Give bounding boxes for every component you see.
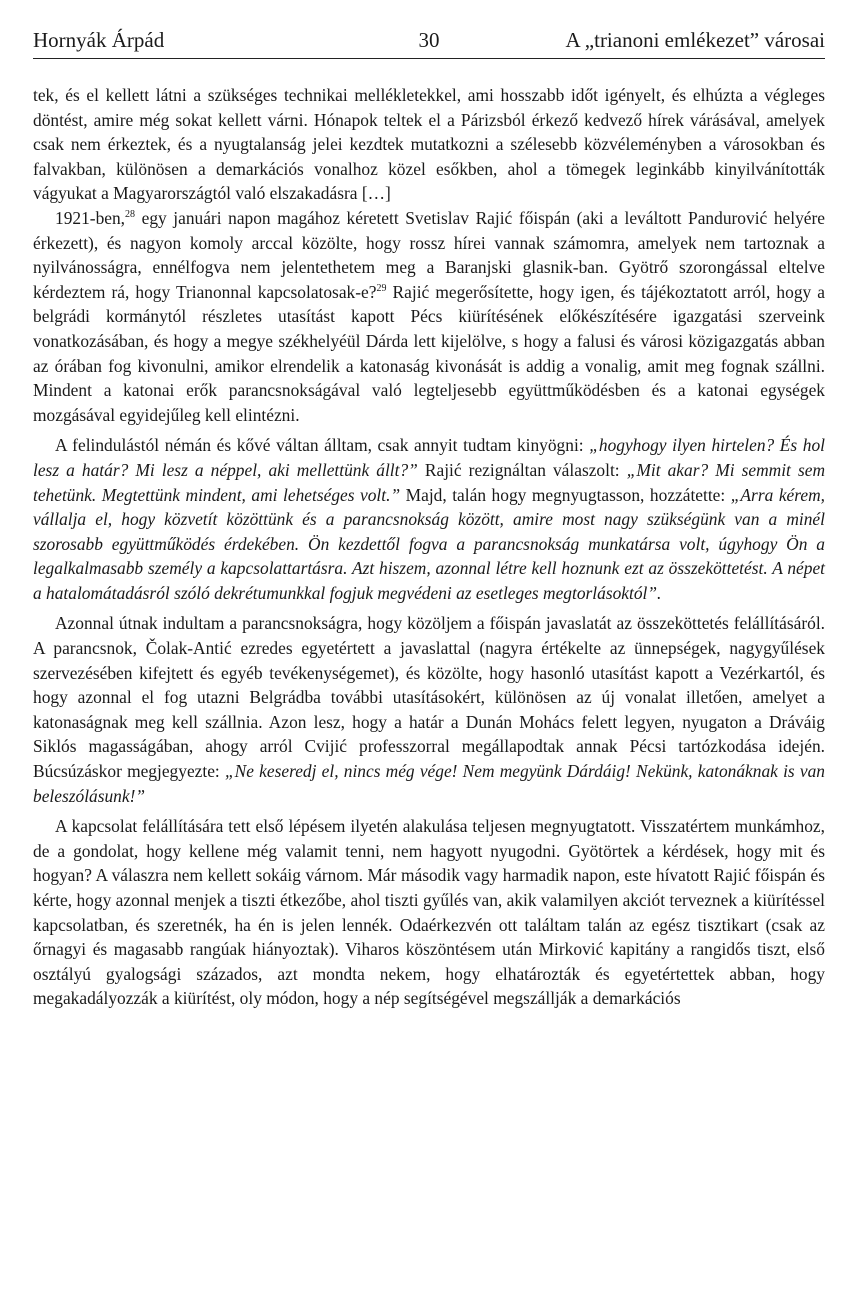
paragraph-3-part-a: A felindulástól némán és kővé váltan álltam, csak annyit tudtam kinyögni: [55,435,590,456]
running-header [33,22,825,58]
book-page [33,22,825,1011]
body-text [33,83,825,1011]
quote-4: „Ne keseredj el, nincs még vége! Nem megyünk Dárdáig! Nekünk, katonáknak is van beleszólásunk!” [33,761,825,806]
quote-1: „hogyhogy ilyen hirtelen? És hol lesz a határ? Mi lesz a néppel, aki mellettünk állt?” [33,435,825,480]
footnote-ref-28: 28 [125,209,136,221]
paragraph-2-part-c: Rajić megerősítette, hogy igen, és tájékoztatott arról, hogy a belgrádi kormánytól részletes utasítást kapott Pécs kiürítésének előkészítésére igazgatási szerveink vonatkozásában, és hogy a megye székhelyéül Dárda lett kijelölve, s hogy a falusi és városi közigazgatás abban az órában fog kivonulni, amikor elrendelik a katonaság kivonását is addig a vonalig, amit meg fognak szállni. Mindent a katonai erők parancsnokságával való legteljesebb együttműködésben és a katonai egységek mozgásával egyidejűleg kell elintézni. [33,281,825,425]
paragraph-1: tek, és el kellett látni a szükséges technikai mellékletekkel, ami hosszabb időt igényelt, és elhúzta a végleges döntést, amire még sokat kellett várni. Hónapok teltek el a Párizsból érkező kedvező hírek várásával, amelyek csak nem érkeztek, és a nyugtalanság jelei kezdtek mutatkozni a szélesebb közvéleményben a városokban és falvakban, különösen a demarkációs vonalhoz közel esőkben, ahol a tömegek leginkább kinyilvánították vágyukat a Magyarországtól való elszakadásra […] [33,85,825,204]
footnote-ref-29: 29 [376,282,387,294]
paragraph-2 [33,206,825,427]
paragraph-3 [33,433,825,605]
paragraph-2-part-b: egy januári napon magához kéretett Svetislav Rajić főispán (aki a leváltott Pandurović helyére érkezett), és nagyon komoly arccal közölte, hogy rossz hírei vannak számomra, amelyek nem tartoznak a nyilvánosságra, ennélfogva nem jelentethetem meg a Baranjski glasnik-ban. Gyötrő szorongással eltelve kérdeztem rá, hogy Trianonnal kapcsolatosak-e? [33,207,825,302]
paragraph-3-part-b: Rajić rezignáltan válaszolt: [417,459,627,480]
header-rule [33,58,825,59]
quote-3: „Arra kérem, vállalja el, hogy közvetít közöttünk és a parancsnokság között, amire most nagy szükségünk van a minél szorosabb együttműködés érdekében. Ön kezdettől fogva a parancsnokság munkatársa volt, úgyhogy Ön a legalkalmasabb személy a kapcsolattartásra. Azt hiszem, azonnal létre kell hoznunk ezt az összeköttetést. A népet a hatalomátadásról szóló dekrétumunkkal fogjuk megvédeni az esetleges megtorlásoktól”. [33,484,825,603]
page-number: 30 [418,28,440,52]
paragraph-4-part-a: Azonnal útnak indultam a parancsnokságra, hogy közöljem a főispán javaslatát az összeköttetés felállításáról. A parancsnok, Čolak-Antić ezredes egyetértett a javaslattal (nagyra értékelte az ünnepségek, nagygyűlések szervezésében kifejtett és egyéb tevékenységemet), és közölte, hogy hasonló utasítást kapott a Vezérkartól, és hogy azonnal el fog utazni Belgrádba további utasításokért, különösen az új vonalat illetően, amelyet a katonaságnak meg kell szállnia. Azon lesz, hogy a határ a Dunán Mohács felett legyen, nyugaton a Dráváig Siklós magasságában, ahogy arról Cvijić professzorral megállapodtak annak Pécsi tartózkodása idején. Búcsúzáskor megjegyezte: [33,613,825,782]
paragraph-2-part-a: 1921-ben, [55,207,126,228]
paragraph-3-part-c: Majd, talán hogy megnyugtasson, hozzátette: [400,484,731,505]
quote-2: „Mit akar? Mi semmit sem tehetünk. Megtettünk mindent, ami lehetséges volt.” [33,459,826,505]
header-author: Hornyák Árpád [33,28,165,52]
paragraph-4 [33,611,825,808]
paragraph-5: A kapcsolat felállítására tett első lépésem ilyetén alakulása teljesen megnyugtatott. Visszatértem munkámhoz, de a gondolat, hogy kellene még valamit tenni, nem hagyott nyugodni. Gyötörtek a kérdések, hogy mit és hogyan? A válaszra nem kellett sokáig várnom. Már második vagy harmadik napon, este hívatott Rajić főispán és kérte, hogy azonnal menjek a tiszti étkezőbe, ahol tiszti gyűlés van, akik valamilyen akciót terveznek a kiürítéssel kapcsolatban, és szeretnék, ha én is jelen lennék. Odaérkezvén ott találtam talán az egész tisztikart (csak az őrnagyi és magasabb rangúak hiányoztak). Viharos köszöntésem után Mirković kapitány a rangidős tiszt, első osztályú gyalogsági százados, azt mondta nekem, hogy elhatározták és egyetértettek abban, hogy megakadályozzák a kiürítést, oly módon, hogy a nép segítségével megszállják a demarkációs [33,816,825,1009]
header-title: A „trianoni emlékezet” városai [565,28,825,52]
